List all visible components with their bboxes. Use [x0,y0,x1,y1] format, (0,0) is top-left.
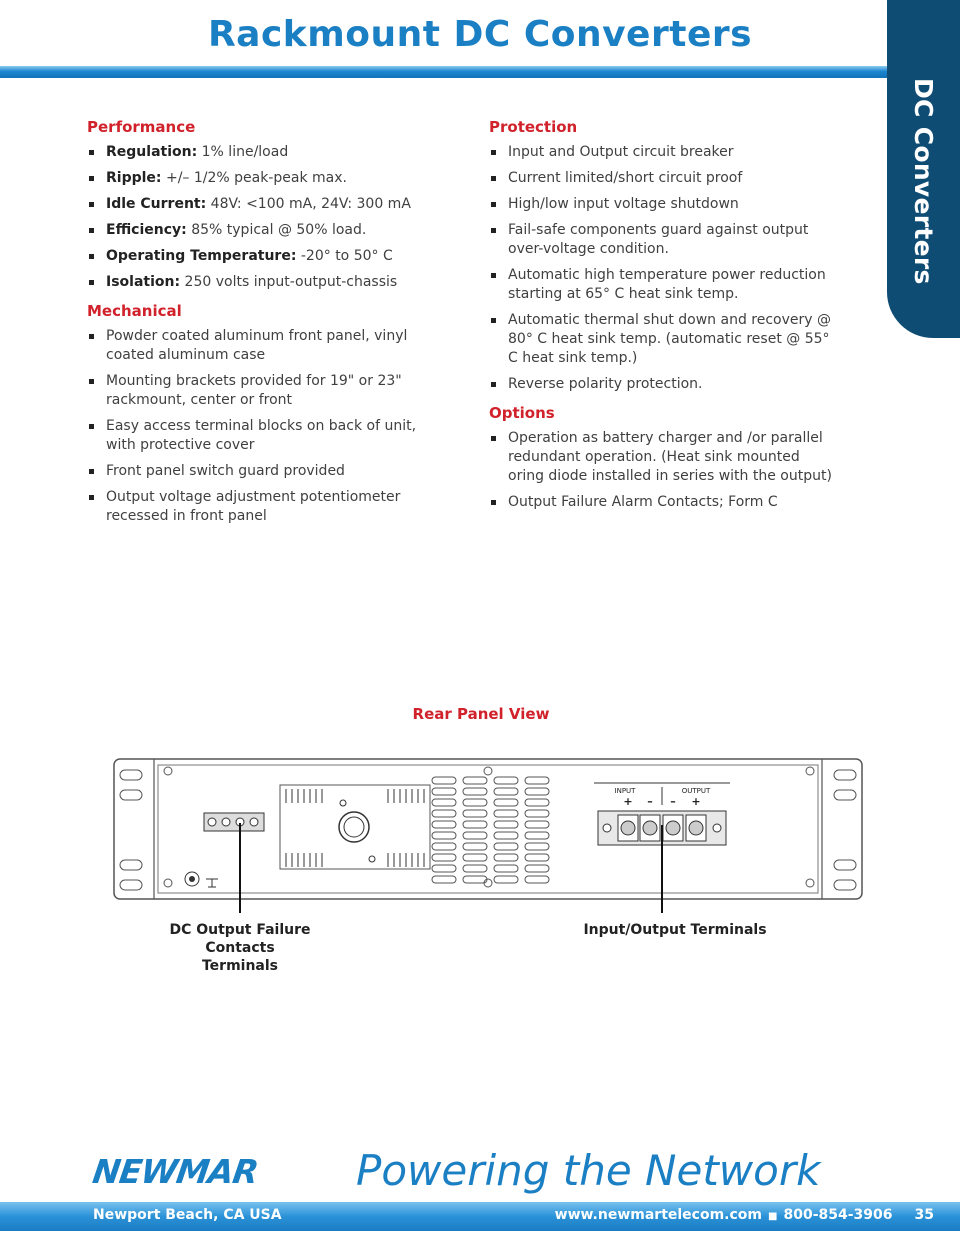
output-minus-label: – [670,795,676,808]
item-text: -20° to 50° C [300,248,393,264]
output-label: OUTPUT [681,787,711,795]
mount-slot [834,790,856,800]
output-plus-label: + [691,795,701,808]
screw-icon [164,767,172,775]
list-item [87,221,437,240]
mechanical-heading: Mechanical [87,302,182,320]
callout-dc-output-failure [140,921,340,975]
list-item: Current limited/short circuit proof [489,169,834,188]
page-number: 35 [914,1207,934,1223]
mechanical-list [87,327,437,526]
list-item: Easy access terminal blocks on back of unit, with protective cover [87,417,437,455]
list-item: Front panel switch guard provided [87,462,437,481]
right-column [489,118,834,522]
list-item: Automatic high temperature power reduction starting at 65° C heat sink temp. [489,266,834,304]
protection-heading: Protection [489,118,578,136]
list-item [87,169,437,188]
terminal-screw-icon [222,818,230,826]
screw-icon [164,879,172,887]
screw-icon [369,856,375,862]
page-title: Rackmount DC Converters [207,14,753,55]
terminal-screw-icon [643,821,657,835]
terminal-screw-icon [666,821,680,835]
callout-io-terminals: Input/Output Terminals [583,922,767,938]
item-label: Isolation: [106,274,181,290]
screw-icon [806,767,814,775]
list-item: Output Failure Alarm Contacts; Form C [489,493,834,512]
list-item: Input and Output circuit breaker [489,143,834,162]
tagline: Powering the Network [356,1146,821,1195]
screw-icon [484,767,492,775]
list-item: Fail-safe components guard against output over-voltage condition. [489,221,834,259]
list-item: Mounting brackets provided for 19" or 23" rackmount, center or front [87,372,437,410]
mount-slot [120,880,142,890]
newmar-logo: NEWMAR [90,1152,261,1191]
input-plus-label: + [623,795,633,808]
screw-icon [340,800,346,806]
callout-line-1: DC Output Failure Contacts [169,922,311,956]
protection-list [489,143,834,394]
footer-contact [555,1207,934,1223]
terminal-screw-icon [250,818,258,826]
mount-slot [834,880,856,890]
terminal-mount-icon [603,824,611,832]
footer-separator: ■ [768,1211,778,1222]
terminal-screw-icon [208,818,216,826]
terminal-mount-icon [713,824,721,832]
diagram-title: Rear Panel View [412,705,550,723]
heat-sink-module [280,785,430,869]
options-list [489,429,834,512]
list-item: Powder coated aluminum front panel, vinyl coated aluminum case [87,327,437,365]
list-item: Operation as battery charger and /or parallel redundant operation. (Heat sink mounted oring diode installed in series with the output) [489,429,834,486]
item-label: Operating Temperature: [106,248,297,264]
footer-website[interactable]: www.newmartelecom.com [554,1207,763,1223]
performance-heading: Performance [87,118,196,136]
ground-stud-center [189,876,195,882]
item-label: Regulation: [106,144,198,160]
heat-sink-fins-top [286,789,424,803]
item-text: +/– 1/2% peak-peak max. [165,170,347,186]
terminal-screw-icon [689,821,703,835]
side-tab [887,0,960,338]
footer-phone: 800-854-3906 [783,1207,893,1223]
list-item: Automatic thermal shut down and recovery @ 80° C heat sink temp. (automatic reset @ 55° C heat sink temp.) [489,311,834,368]
list-item [87,143,437,162]
side-tab-label: DC Converters [909,78,938,285]
list-item: Output voltage adjustment potentiometer recessed in front panel [87,488,437,526]
terminal-screw-icon [621,821,635,835]
list-item [87,247,437,266]
input-minus-label: – [647,795,653,808]
item-label: Ripple: [106,170,162,186]
list-item [87,195,437,214]
item-text: 48V: <100 mA, 24V: 300 mA [210,196,411,212]
mount-slot [120,860,142,870]
left-column [87,118,437,536]
vent-slots [432,777,549,883]
item-text: 85% typical @ 50% load. [191,222,367,238]
footer-location: Newport Beach, CA USA [93,1207,282,1223]
item-label: Efficiency: [106,222,187,238]
mount-slot [834,770,856,780]
performance-list [87,143,437,292]
ground-symbol-icon [206,879,218,887]
callout-line-2: Terminals [201,958,279,974]
rear-panel-diagram [110,755,870,915]
item-text: 250 volts input-output-chassis [184,274,398,290]
mount-slot [120,790,142,800]
title-rule [0,66,888,78]
list-item [87,273,437,292]
mount-slot [834,860,856,870]
input-label: INPUT [614,787,636,795]
item-label: Idle Current: [106,196,207,212]
screw-icon [806,879,814,887]
options-heading: Options [489,404,555,422]
fuse-holder-inner [344,817,364,837]
heat-sink-fins-bottom [286,853,424,867]
list-item: High/low input voltage shutdown [489,195,834,214]
mount-slot [120,770,142,780]
item-text: 1% line/load [201,144,289,160]
list-item: Reverse polarity protection. [489,375,834,394]
